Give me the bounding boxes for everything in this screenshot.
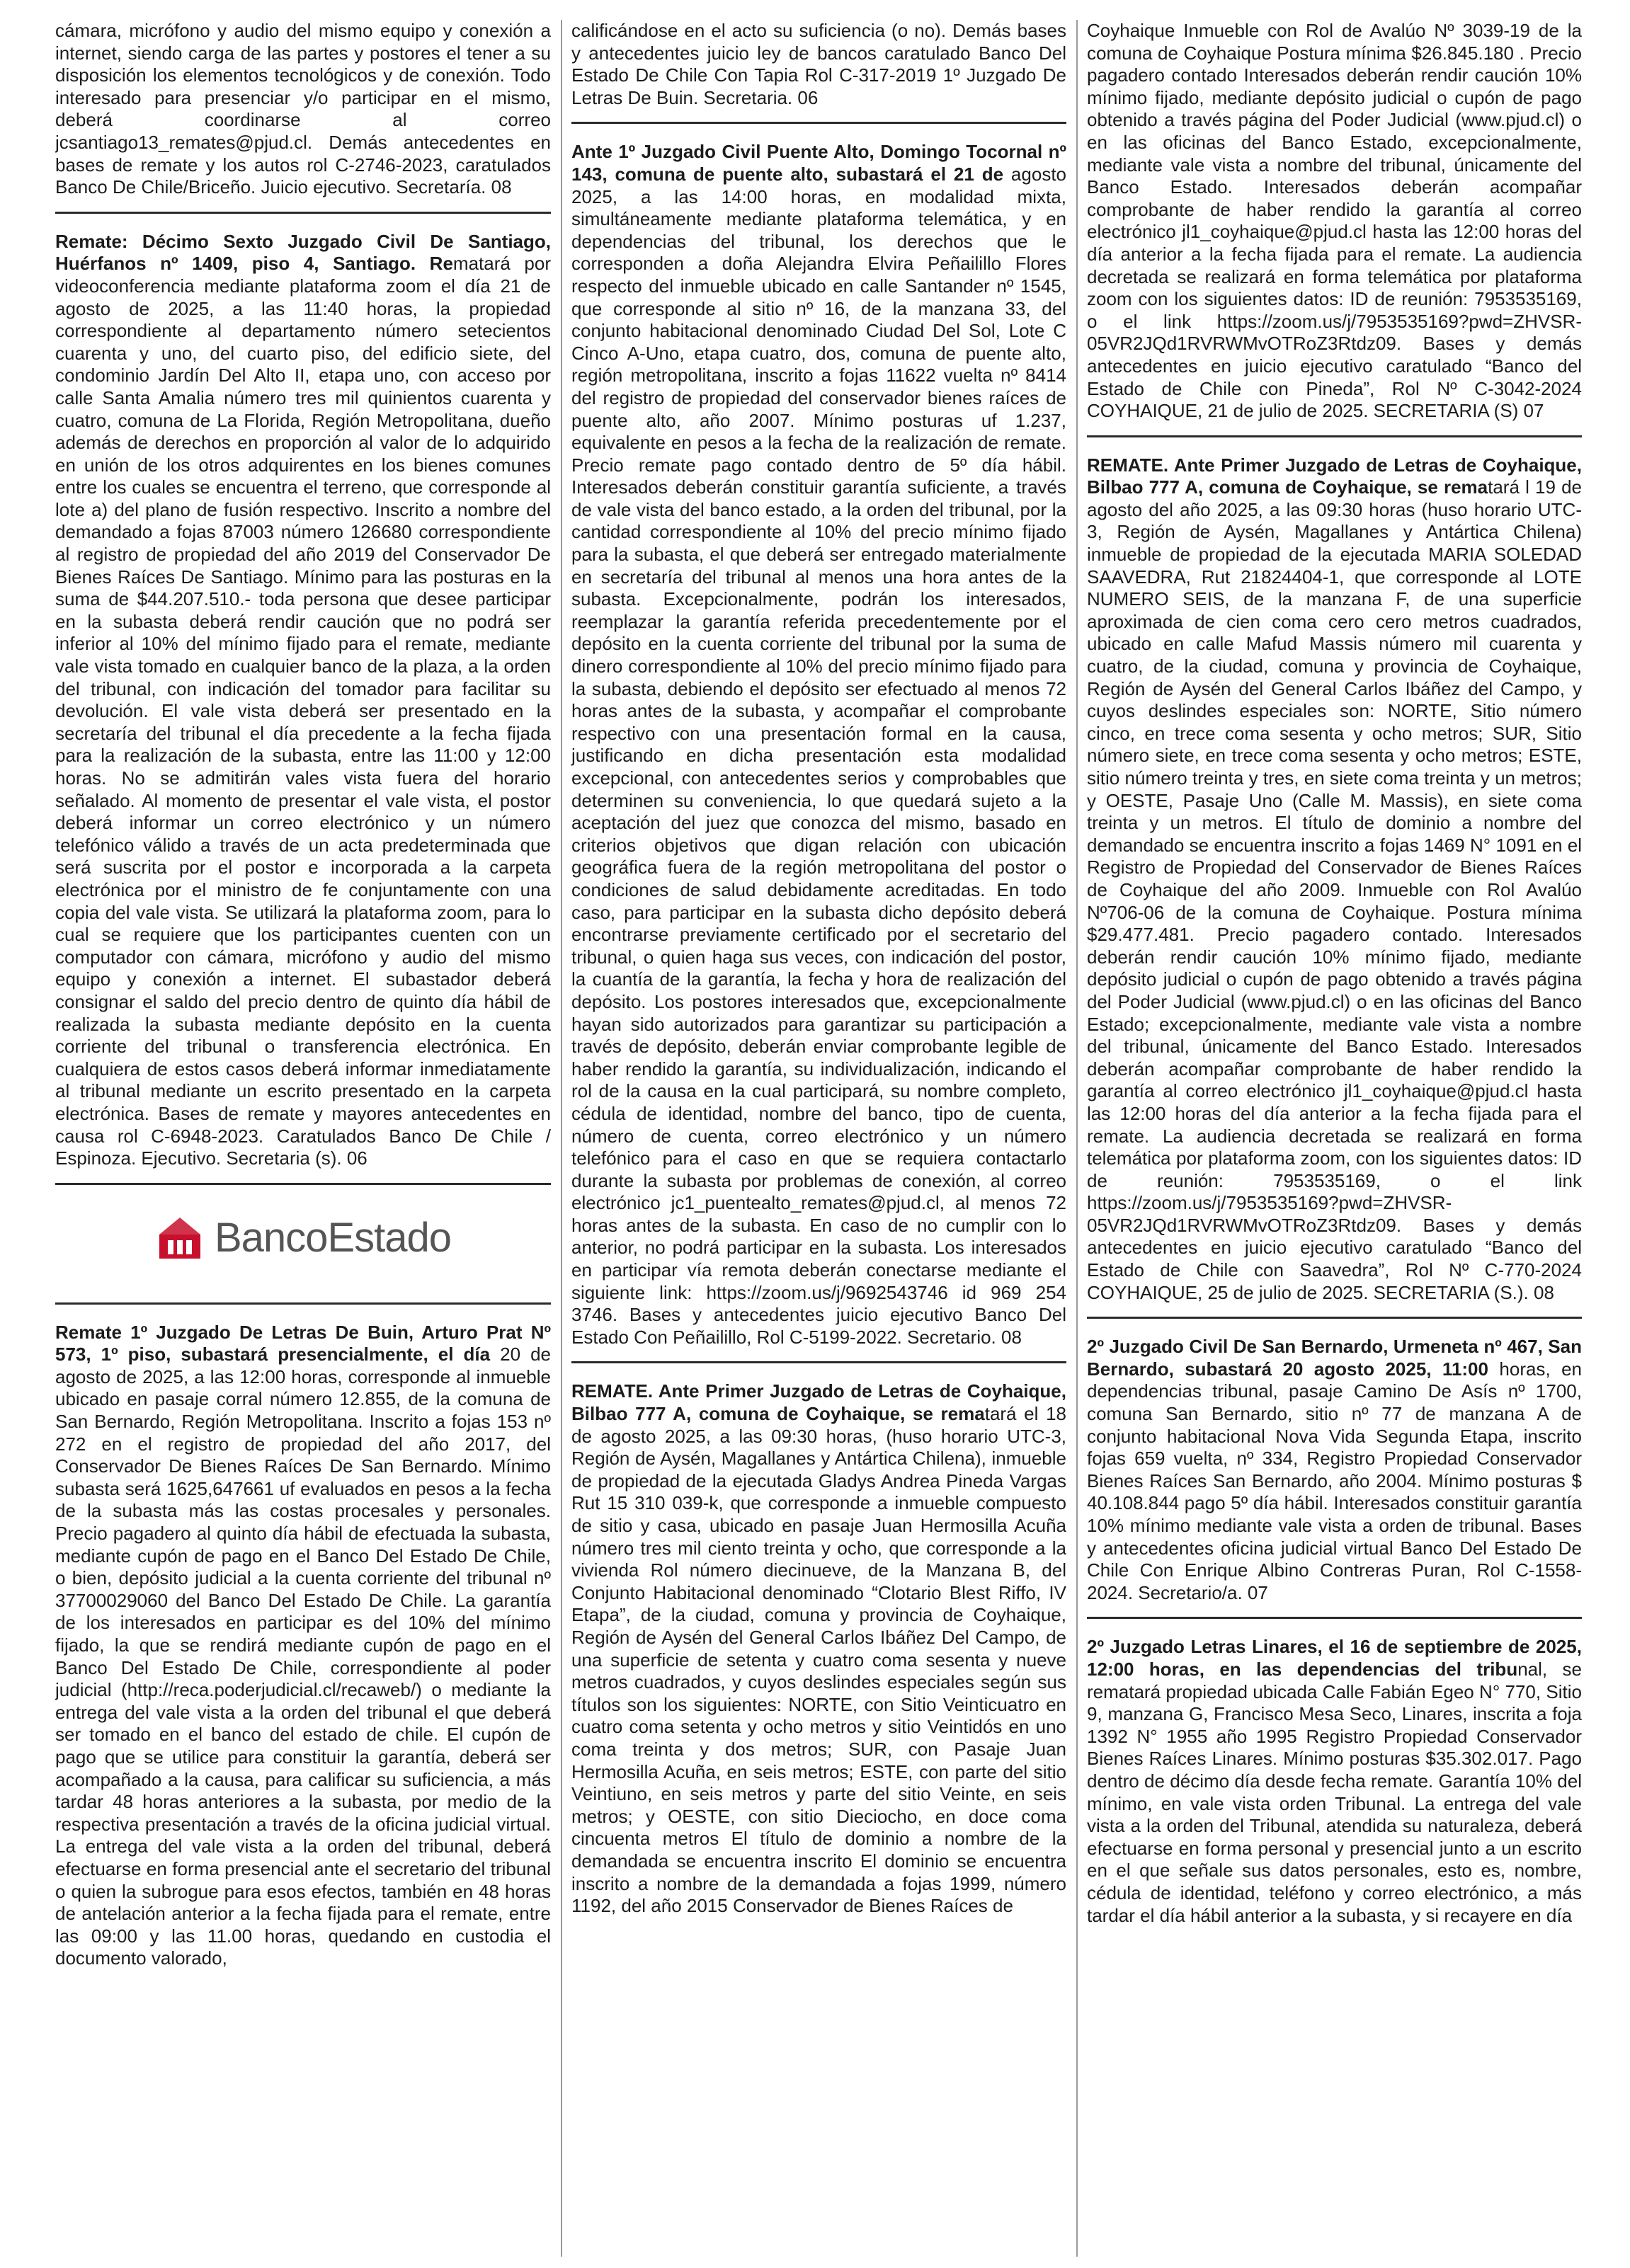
notice-entry: [55, 1302, 551, 1983]
notice-entry: [1087, 435, 1582, 1317]
notice-heading: Remate 1º Juzgado De Letras De Buin, Arturo Prat Nº 573, 1º piso, subastará presencialmente, el día: [55, 1321, 551, 1365]
notice-body: matará por videoconferencia mediante plataforma zoom el día 21 de agosto de 2025, a las 11:40 horas, la propiedad correspondiente al departamento número setecientos cuarenta y uno, del cuarto piso, del edificio siete, del condominio Jardín Del Alto II, etapa uno, con acceso por calle Santa Amalia número tres mil quinientos cuarenta y cuatro, comuna de La Florida, Región Metropolitana, dueño además de derechos en proporción al valor de lo adquirido en unión de los otros adquirentes en los bienes comunes entre los cuales se encuentra el terreno, que corresponde al lote a) del plano de fusión respectivo. Inscrito a nombre del demandado a fojas 87003 número 126680 correspondiente al registro de propiedad del año 2019 del Conservador De Bienes Raíces De Santiago. Mínimo para las posturas en la suma de $44.207.510.- toda persona que desee participar en la subasta deberá rendir caución que no podrá ser inferior al 10% del mínimo fijado para el remate, mediante vale vista tomado en cualquier banco de la plaza, a la orden del tribunal, con indicación del tomador para facilitar su devolución. El vale vista deberá ser presentado en la secretaría del tribunal el día precedente a la fecha fijada para la realización de la subasta, entre las 11:00 y 12:00 horas. No se admitirán vales vista fuera del horario señalado. Al momento de presentar el vale vista, el postor deberá informar un correo electrónico y un número telefónico válido a través de un acta predeterminada que será suscrita por el postor e incorporada a la carpeta electrónica por el ministro de fe conjuntamente con una copia del vale vista. Se utilizará la plataforma zoom, para lo cual se requiere que los participantes cuenten con un computador con cámara, micrófono y audio del mismo equipo y conexión a internet. El subastador deberá consignar el saldo del precio dentro de quinto día hábil de realizada la subasta mediante depósito en la cuenta corriente del tribunal o transferencia electrónica. En cualquiera de estos casos deberá informar inmediatamente al tribunal mediante un escrito presentado en la carpeta electrónica. Bases de remate y mayores antecedentes en causa rol C-6948-2023. Caratulados Banco De Chile / Espinoza. Ejecutivo. Secretaria (s). 06: [55, 253, 551, 1169]
notice-entry: [55, 20, 551, 212]
notice-body: 20 de agosto de 2025, a las 12:00 horas, corresponde al inmueble ubicado en pasaje corral número 12.855, de la comuna de San Bernardo, Región Metropolitana. Inscrito a fojas 153 nº 272 en el registro de propiedad del año 2017, del Conservador De Bienes Raíces De San Bernardo. Mínimo subasta será 1625,647661 uf evaluados en pesos a la fecha de la subasta más las costas procesales y personales. Precio pagadero al quinto día hábil de efectuada la subasta, mediante cupón de pago en el Banco Del Estado De Chile, o bien, depósito judicial a la cuenta corriente del tribunal nº 37700029060 del Banco Del Estado De Chile. La garantía de los interesados en participar es del 10% del mínimo fijado, la que se rendirá mediante cupón de pago en el Banco Del Estado De Chile, correspondiente al poder judicial (http://reca.poderjudicial.cl/recaweb/) o mediante la entrega del vale vista a la orden del tribunal el que deberá ser tomado en el banco del estado de chile. El cupón de pago que se utilice para constituir la garantía, deberá ser acompañado a la causa, para calificar su suficiencia, a más tardar 48 horas anteriores a la subasta, por medio de la respectiva presentación a través de la oficina judicial virtual. La entrega del vale vista a la orden del tribunal, deberá efectuarse en forma presencial ante el secretario del tribunal o quien la subrogue para esos efectos, también en 48 horas de antelación anterior a la fecha fijada para el remate, entre las 09:00 y las 11.00 horas, quedando en custodia el documento valorado,: [55, 1344, 551, 1969]
notice-body: tará l 19 de agosto del año 2025, a las 09:30 horas (huso horario UTC-3, Región de Aysén, Magallanes y Antártica Chilena) inmueble de propiedad de la ejecutada MARIA SOLEDAD SAAVEDRA, Rut 21824404-1, que corresponde al LOTE NUMERO SEIS, de la manzana F, de una superficie aproximada de cien coma cero cero metros cuadrados, ubicado en calle Mafud Massis número mil cuarenta y cuatro, de la ciudad, comuna y provincia de Coyhaique, Región de Aysén del General Carlos Ibáñez del Campo, y cuyos deslindes especiales son: NORTE, Sitio número cinco, en trece coma sesenta y ocho metros; SUR, Sitio número siete, en trece coma sesenta y ocho metros; ESTE, sitio número treinta y tres, en siete coma treinta y un metros; y OESTE, Pasaje Uno (Calle M. Massis), en siete coma treinta y un metros. El título de dominio a nombre del demandado se encuentra inscrito a fojas 1469 N° 1091 en el Registro de Propiedad del Conservador de Bienes Raíces de Coyhaique del año 2009. Inmueble con Rol Avalúo Nº706-06 de la comuna de Coyhaique. Postura mínima $29.477.481. Precio pagadero contado. Interesados deberán rendir caución 10% mínimo fijado, mediante depósito judicial o cupón de pago obtenido a través página del Poder Judicial (www.pjud.cl) o en las oficinas del Banco Estado; excepcionalmente, mediante vale vista a nombre del tribunal, únicamente del Banco Estado. Interesados deberán acompañar comprobante de haber rendido la garantía al correo electrónico jl1_coyhaique@pjud.cl hasta las 12:00 horas del día anterior a la fecha fijada para el remate. La audiencia decretada se realizará en forma telemática por plataforma zoom, con los siguientes datos: ID de reunión: 7953535169, o el link https://zoom.us/j/7953535169?pwd=ZHVSR-05VR2JQd1RVRWMvOTRoZ3Rtdz09. Bases y demás antecedentes en juicio ejecutivo caratulado “Banco del Estado de Chile con Saavedra”, Rol Nº C-770-2024 COYHAIQUE, 25 de julio de 2025. SECRETARIA (S.). 08: [1087, 476, 1582, 1303]
notice-entry: [1087, 20, 1582, 435]
column-1: [55, 20, 551, 2257]
notice-heading: Ante 1º Juzgado Civil Puente Alto, Domingo Tocornal nº 143, comuna de puente alto, subastará el 21 de: [571, 141, 1066, 185]
column-3: [1076, 20, 1582, 2257]
notice-body: calificándose en el acto su suficiencia (o no). Demás bases y antecedentes juicio ley de bancos caratulado Banco Del Estado De Chile Con Tapia Rol C-317-2019 1º Juzgado De Letras De Buin. Secretaria. 06: [571, 20, 1066, 108]
notice-heading: 2º Juzgado Civil De San Bernardo, Urmeneta nº 467, San Bernardo, subastará 20 agosto 2025, 11:00: [1087, 1336, 1582, 1380]
notice-body: cámara, micrófono y audio del mismo equipo y conexión a internet, siendo carga de las partes y postores el tener a su disposición los elementos tecnológicos y de conexión. Todo interesado para presenciar y/o participar en el mismo, deberá coordinarse al correo jcsantiago13_remates@pjud.cl. Demás antecedentes en bases de remate y los autos rol C-2746-2023, caratulados Banco De Chile/Briceño. Juicio ejecutivo. Secretaría. 08: [55, 20, 551, 198]
notice-entry: [55, 212, 551, 1183]
bancoestado-logo: [55, 1183, 551, 1291]
notice-heading: REMATE. Ante Primer Juzgado de Letras de Coyhaique, Bilbao 777 A, comuna de Coyhaique, se rema: [571, 1380, 1066, 1425]
notice-entry: [1087, 1317, 1582, 1617]
notice-heading: Remate: Décimo Sexto Juzgado Civil De Santiago, Huérfanos nº 1409, piso 4, Santiago. Re: [55, 230, 551, 275]
bancoestado-logo-text: BancoEstado: [214, 1215, 452, 1261]
newspaper-page: [55, 20, 1582, 2257]
notice-entry: [571, 20, 1066, 122]
notice-heading: REMATE. Ante Primer Juzgado de Letras de Coyhaique, Bilbao 777 A, comuna de Coyhaique, se rema: [1087, 454, 1582, 498]
notice-body: tará el 18 de agosto 2025, a las 09:30 horas, (huso horario UTC-3, Región de Aysén, Magallanes y Antártica Chilena), inmueble de propiedad de la ejecutada Gladys Andrea Pineda Vargas Rut 15 310 039-k, que corresponde a inmueble compuesto de sitio y casa, ubicado en pasaje Juan Hermosilla Acuña número tres mil ciento treinta y ocho, que corresponde a la vivienda Rol número diecinueve, de la Manzana B, del Conjunto Habitacional denominado “Clotario Blest Riffo, IV Etapa”, de la ciudad, comuna y provincia de Coyhaique, Región de Aysén del General Carlos Ibáñez Del Campo, de una superficie de setenta y cuatro coma sesenta y nueve metros cuadrados, y cuyos deslindes especiales según sus títulos son los siguientes: NORTE, con Sitio Veinticuatro en cuatro coma setenta y ocho metros y sitio Veintidós en uno coma treinta y dos metros; SUR, con Pasaje Juan Hermosilla Acuña, en seis metros; ESTE, con parte del sitio Veintiuno, en seis metros y parte del sitio Veinte, en seis metros; y OESTE, con sitio Dieciocho, en doce coma cincuenta metros El título de dominio a nombre de la demandada se encuentra inscrito El dominio se encuentra inscrito a nombre de la demandada a fojas 1999, número 1192, del año 2015 Conservador de Bienes Raíces de: [571, 1403, 1066, 1917]
notice-heading: 2º Juzgado Letras Linares, el 16 de septiembre de 2025, 12:00 horas, en las dependencias del tribu: [1087, 1636, 1582, 1680]
bancoestado-logo-icon: [155, 1213, 205, 1263]
notice-entry: [571, 122, 1066, 1361]
notice-body: agosto 2025, a las 14:00 horas, en modalidad mixta, simultáneamente mediante plataforma telemática, y en dependencias del tribunal, los derechos que le corresponden a doña Alejandra Elvira Peñailillo Flores respecto del inmueble ubicado en calle Santander nº 1545, que corresponde al sitio nº 16, de la manzana 33, del conjunto habitacional denominado Ciudad Del Sol, Lote C Cinco A-Uno, etapa cuatro, dos, comuna de puente alto, región metropolitana, inscrito a fojas 11622 vuelta nº 8414 del registro de propiedad del conservador bienes raíces de puente alto, año 2007. Mínimo posturas uf 1.237, equivalente en pesos a la fecha de la realización de remate. Precio remate pago contado dentro de 5º día hábil. Interesados deberán constituir garantía suficiente, a través de vale vista del banco estado, a la orden del tribunal, por la cantidad correspondiente al 10% del precio mínimo fijado para la subasta, el que deberá ser entregado materialmente en secretaría del tribunal al menos una hora antes de la subasta. Excepcionalmente, podrán los interesados, reemplazar la garantía referida precedentemente por el depósito en la cuenta corriente del tribunal por la suma de dinero correspondiente al 10% del precio mínimo fijado para la subasta, debiendo el depósito ser efectuado al menos 72 horas antes de la subasta, y acompañar el comprobante respectivo con una presentación formal en la causa, justificando en dicha presentación esta modalidad excepcional, con antecedentes serios y comprobables que determinen su conveniencia, lo que quedará sujeto a la aceptación del juez que conozca del mismo, basado en criterios objetivos que digan relación con ubicación geográfica fuera de la región metropolitana del postor o condiciones de salud debidamente acreditadas. En todo caso, para participar en la subasta dicho depósito deberá encontrarse previamente certificado por el secretario del tribunal, o quien haga sus veces, con indicación del postor, la cuantía de la garantía, la fecha y hora de realización del depósito. Los postores interesados que, excepcionalmente hayan sido autorizados para garantizar su participación a través de depósito, deberán enviar comprobante legible de haber rendido la garantía, su individualización, indicando el rol de la causa en la cual participará, su nombre completo, cédula de identidad, nombre del banco, tipo de cuenta, número de cuenta, correo electrónico y un número telefónico para el caso en que se requiera contactarlo durante la subasta por problemas de conexión, al correo electrónico jc1_puentealto_remates@pjud.cl, al menos 72 horas antes de la subasta. En caso de no cumplir con lo anterior, no podrá participar en la subasta. Los interesados en participar vía remota deberán conectarse mediante el siguiente link: https://zoom.us/j/9692543746 id 969 254 3746. Bases y antecedentes juicio ejecutivo Banco Del Estado Con Peñailillo, Rol C-5199-2022. Secretario. 08: [571, 163, 1066, 1348]
notice-body: Coyhaique Inmueble con Rol de Avalúo Nº 3039-19 de la comuna de Coyhaique Postura mínima $26.845.180 . Precio pagadero contado Interesados deberán rendir caución 10% mínimo fijado, mediante depósito judicial o cupón de pago obtenido a través página del Poder Judicial (www.pjud.cl) o en las oficinas del Banco Estado, excepcionalmente, mediante vale vista a nombre del tribunal, únicamente del Banco Estado. Interesados deberán acompañar comprobante de haber rendido la garantía al correo electrónico jl1_coyhaique@pjud.cl hasta las 12:00 horas del día anterior a la fecha fijada para el remate. La audiencia decretada se realizará en forma telemática por plataforma zoom con los siguientes datos: ID de reunión: 7953535169, o el link https://zoom.us/j/7953535169?pwd=ZHVSR-05VR2JQd1RVRWMvOTRoZ3Rtdz09. Bases y demás antecedentes en juicio ejecutivo caratulado “Banco del Estado de Chile con Pineda”, Rol Nº C-3042-2024 COYHAIQUE, 21 de julio de 2025. SECRETARIA (S) 07: [1087, 20, 1582, 422]
notice-body: nal, se rematará propiedad ubicada Calle Fabián Egeo N° 770, Sitio 9, manzana G, Francisco Mesa Seco, Linares, inscrita a foja 1392 N° 1955 año 1995 Registro Propiedad Conservador Bienes Raíces Linares. Mínimo posturas $35.302.017. Pago dentro de décimo día desde fecha remate. Garantía 10% del mínimo, en vale vista orden Tribunal. La entrega del vale vista a la orden del Tribunal, atendida su naturaleza, deberá efectuarse en forma personal y presencial junto a un escrito en el que señale sus datos personales, esto es, nombre, cédula de identidad, teléfono y correo electrónico, a más tardar el día hábil anterior a la subasta, y si recayere en día: [1087, 1658, 1582, 1926]
column-2: [561, 20, 1066, 2257]
notice-entry: [1087, 1617, 1582, 1940]
notice-body: horas, en dependencias tribunal, pasaje Camino De Asís nº 1700, comuna San Bernardo, sitio nº 77 de manzana A de conjunto habitacional Nova Vida Segunda Etapa, inscrito fojas 659 vuelta, nº 334, Registro Propiedad Conservador Bienes Raíces San Bernardo, año 2004. Mínimo posturas $ 40.108.844 pago 5º día hábil. Interesados constituir garantía 10% mínimo mediante vale vista a orden de tribunal. Bases y antecedentes oficina judicial virtual Banco Del Estado De Chile Con Enrique Albino Contreras Puran, Rol C-1558-2024. Secretario/a. 07: [1087, 1358, 1582, 1603]
notice-entry: [571, 1361, 1066, 1930]
